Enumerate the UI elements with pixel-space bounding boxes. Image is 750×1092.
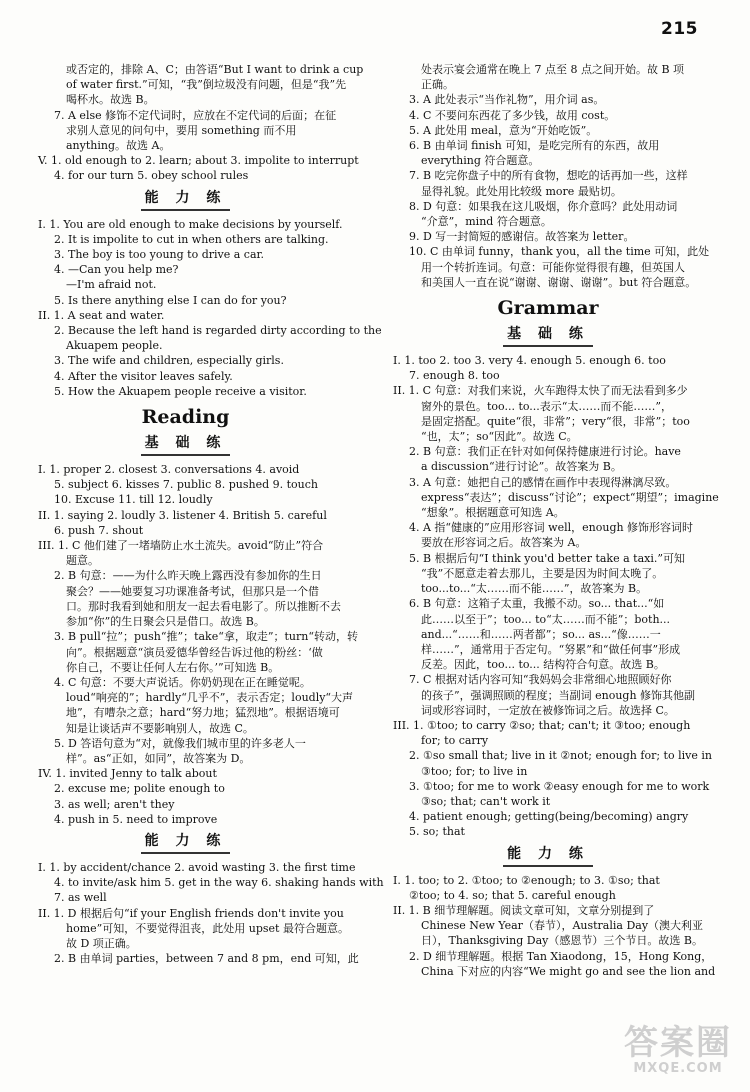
answer-line: China 下对应的内容“We might go and see the lion and xyxy=(421,964,716,978)
answer-line: 题意。 xyxy=(66,554,99,568)
answer-line: 4. A 指“健康的”应用形容词 well，enough 修饰形容词时 xyxy=(409,521,694,535)
answer-line: 词或形容词时，一定放在被修饰词之后。故选择 C。 xyxy=(421,703,675,717)
answer-line: 2. B 句意：我们正在针对如何保持健康进行讨论。have xyxy=(409,445,681,459)
answer-line: V. 1. old enough to 2. learn; about 3. impolite to interrupt xyxy=(38,154,359,168)
answer-line: loud“响亮的”；hardly“几乎不”，表示否定；loudly“大声 xyxy=(66,691,354,705)
answer-line: 参加“你”的生日聚会只是借口。故选 B。 xyxy=(66,615,265,629)
answer-line: 反差。因此，too... to... 结构符合句意。故选 B。 xyxy=(421,658,665,672)
answer-line: IV. 1. invited Jenny to talk about xyxy=(38,767,217,781)
answer-line: 地”，有嘈杂之意；hard“努力地；猛烈地”。根据语境可 xyxy=(66,706,340,720)
answer-line: 聚会？——她要复习功课准备考试，但那只是一个借 xyxy=(66,584,319,598)
answer-line: 5. A 此处用 meal，意为“开始吃饭”。 xyxy=(409,123,598,137)
answer-line: 3. ①too; for me to work ②easy enough for me to work xyxy=(409,779,710,793)
answer-line: 样”。as“正如，如同”，故答案为 D。 xyxy=(66,751,251,765)
answer-line: 此……以至于”；too... to“太……而不能”；both... xyxy=(421,612,671,626)
answer-line: 知是让谈话声不要影响别人，故选 C。 xyxy=(66,721,254,735)
answer-line: 求别人意见的问句中，要用 something 而不用 xyxy=(66,123,297,137)
answer-line: for; to carry xyxy=(421,734,489,748)
section-title: Reading xyxy=(141,406,230,429)
answer-line: anything。故选 A。 xyxy=(66,139,171,153)
answer-line: 显得礼貌。此处用比较级 more 最贴切。 xyxy=(421,184,622,198)
answer-line: 3. The wife and children, especially girls. xyxy=(54,354,284,368)
answer-line: II. 1. C 句意：对我们来说，火车跑得太快了而无法看到多少 xyxy=(393,384,688,398)
answer-line: “也，太”；so“因此”。故选 C。 xyxy=(421,430,578,444)
subsection-title xyxy=(393,324,703,347)
answer-line: 4. C 句意：不要大声说话。你奶奶现在正在睡觉呢。 xyxy=(54,675,311,689)
answer-line: 4. C 不要问东西花了多少钱，故用 cost。 xyxy=(409,108,616,122)
subsection-title-text: 能 力 练 xyxy=(141,831,231,854)
answer-line: 日），Thanksgiving Day（感恩节）三个节日。故选 B。 xyxy=(421,934,703,948)
answer-line: 窗外的景色。too... to...表示“太……而不能……”， xyxy=(421,399,673,413)
page-number: 215 xyxy=(661,19,698,39)
answer-line: —I'm afraid not. xyxy=(66,278,157,292)
answer-line: 7. enough 8. too xyxy=(409,369,500,383)
answer-line: 你自己，不要让任何人左右你。’”可知选 B。 xyxy=(66,660,280,674)
answer-line: 3. B pull“拉”；push“推”；take“拿，取走”；turn“转动，转 xyxy=(54,630,358,644)
answer-line: II. 1. saying 2. loudly 3. listener 4. British 5. careful xyxy=(38,508,327,522)
answer-line: 2. excuse me; polite enough to xyxy=(54,782,225,796)
subsection-title xyxy=(38,188,333,211)
answer-line: 2. B 由单词 parties，between 7 and 8 pm，end 可知，此 xyxy=(54,952,359,966)
answer-line: 和美国人一直在说“谢谢、谢谢、谢谢”。but 符合题意。 xyxy=(421,275,697,289)
answer-line: 样……”，通常用于否定句。“努累”和“做任何事”形成 xyxy=(421,642,681,656)
answer-line: 4. to invite/ask him 5. get in the way 6. shaking hands with xyxy=(54,876,384,890)
answer-line: I. 1. too 2. too 3. very 4. enough 5. enough 6. too xyxy=(393,354,666,368)
watermark-logo xyxy=(624,1022,732,1076)
answer-line: 6. B 句意：这箱子太重，我搬不动。so... that...“如 xyxy=(409,597,665,611)
subsection-title-text: 基 础 练 xyxy=(141,433,231,456)
left-column xyxy=(38,62,384,966)
answer-line: I. 1. by accident/chance 2. avoid wasting 3. the first time xyxy=(38,860,356,874)
answer-line: of water first.”可知，“我”倒垃圾没有问题，但是“我”先 xyxy=(66,78,347,92)
answer-line: II. 1. A seat and water. xyxy=(38,308,165,322)
answer-line: 用一个转折连词。句意：可能你觉得很有趣，但英国人 xyxy=(421,260,685,274)
answer-line: III. 1. C 他们建了一堵墙防止水土流失。avoid“防止”符合 xyxy=(38,539,324,553)
answer-line: 2. ①so small that; live in it ②not; enough for; to live in xyxy=(409,749,712,763)
answer-line: 7. B 吃完你盘子中的所有食物，想吃的话再加一些，这样 xyxy=(409,169,688,183)
answer-line: 2. B 句意：——为什么昨天晚上露西没有参加你的生日 xyxy=(54,569,322,583)
answer-line: 口。那时我看到她和朋友一起去看电影了。所以推断不去 xyxy=(66,599,341,613)
answer-line: 7. as well xyxy=(54,891,107,905)
section-title: Grammar xyxy=(497,297,599,320)
subsection-title-text: 基 础 练 xyxy=(503,324,593,347)
answer-line: 要放在形容词之后。故答案为 A。 xyxy=(421,536,587,550)
answer-line: 2. D 细节理解题。根据 Tan Xiaodong，15，Hong Kong， xyxy=(409,949,713,963)
answer-line: Akuapem people. xyxy=(66,339,163,353)
answer-line: “介意”，mind 符合题意。 xyxy=(421,215,552,229)
answer-line: I. 1. proper 2. closest 3. conversations 4. avoid xyxy=(38,463,300,477)
answer-line: I. 1. You are old enough to make decisions by yourself. xyxy=(38,217,343,231)
watermark-text: 答案圈 xyxy=(624,1022,732,1063)
answer-line: I. 1. too; to 2. ①too; to ②enough; to 3. ①so; that xyxy=(393,873,660,887)
answer-line: 8. D 句意：如果我在这儿吸烟，你介意吗？此处用动词 xyxy=(409,199,678,213)
answer-line: 5. subject 6. kisses 7. public 8. pushed 9. touch xyxy=(54,478,318,492)
answer-line: 9. D 写一封简短的感谢信。故答案为 letter。 xyxy=(409,230,635,244)
answer-line: 喝杯水。故选 B。 xyxy=(66,93,155,107)
answer-line: 7. C 根据对话内容可知“我妈妈会非常细心地照顾好你 xyxy=(409,673,672,687)
answer-line: express“表达”；discuss“讨论”；expect“期望”；imagine xyxy=(421,490,719,504)
answer-line: 2. Because the left hand is regarded dirty according to the xyxy=(54,324,382,338)
answer-line: 3. The boy is too young to drive a car. xyxy=(54,248,265,262)
answer-line: 4. push in 5. need to improve xyxy=(54,812,218,826)
answer-line: a discussion“进行讨论”。故答案为 B。 xyxy=(421,460,622,474)
answer-line: 是固定搭配。quite“很，非常”；very“很，非常”；too xyxy=(421,414,690,428)
answer-line: 6. push 7. shout xyxy=(54,523,144,537)
subsection-title xyxy=(38,831,333,854)
answer-line: 2. It is impolite to cut in when others are talking. xyxy=(54,232,329,246)
answer-line: 5. B 根据后句“I think you'd better take a taxi.”可知 xyxy=(409,551,685,565)
answer-line: 正确。 xyxy=(421,78,454,92)
subsection-title xyxy=(38,433,333,456)
subsection-title xyxy=(393,844,703,867)
answer-line: 的孩子”，强调照顾的程度；当副词 enough 修饰其他副 xyxy=(421,688,696,702)
answer-line: 6. B 由单词 finish 可知，是吃完所有的东西，故用 xyxy=(409,139,660,153)
right-column xyxy=(393,62,719,979)
answer-line: 10. C 由单词 funny，thank you，all the time 可知，此处 xyxy=(409,245,710,259)
answer-line: too...to...“太……而不能……”，故答案为 B。 xyxy=(421,582,648,596)
answer-line: “想象”。根据题意可知选 A。 xyxy=(421,506,565,520)
subsection-title-text: 能 力 练 xyxy=(141,188,231,211)
answer-line: 或否定的，排除 A、C；由答语“But I want to drink a cup xyxy=(66,63,364,76)
answer-line: II. 1. B 细节理解题。阅读文章可知，文章分别提到了 xyxy=(393,903,655,917)
answer-line: 4. patient enough; getting(being/becoming) angry xyxy=(409,810,689,824)
answer-line: “我”不愿意走着去那儿，主要是因为时间太晚了。 xyxy=(421,566,664,580)
answer-line: 3. A 句意：她把自己的感情在画作中表现得淋漓尽致。 xyxy=(409,475,677,489)
answer-line: ③too; for; to live in xyxy=(421,764,528,778)
subsection-title-text: 能 力 练 xyxy=(503,844,593,867)
answer-line: 故 D 项正确。 xyxy=(66,936,137,950)
answer-line: 4. for our turn 5. obey school rules xyxy=(54,169,249,183)
answer-line: everything 符合题意。 xyxy=(421,154,540,168)
answer-line: ②too; to 4. so; that 5. careful enough xyxy=(409,888,616,902)
answer-line: 处表示宴会通常在晚上 7 点至 8 点之间开始。故 B 项 xyxy=(421,63,685,76)
watermark-url: MXQE.COM xyxy=(633,1060,723,1076)
answer-line: III. 1. ①too; to carry ②so; that; can't; it ③too; enough xyxy=(393,718,691,732)
answer-line: Chinese New Year（春节），Australia Day（澳大利亚 xyxy=(421,919,704,933)
answer-line: 3. as well; aren't they xyxy=(54,797,175,811)
answer-line: 7. A else 修饰不定代词时，应放在不定代词的后面；在征 xyxy=(54,108,337,122)
answer-line: 4. After the visitor leaves safely. xyxy=(54,369,233,383)
answer-line: 5. Is there anything else I can do for you? xyxy=(54,293,287,307)
answer-line: 5. D 答语句意为“对，就像我们城市里的许多老人一 xyxy=(54,736,306,750)
answer-line: 5. How the Akuapem people receive a visitor. xyxy=(54,384,307,398)
answer-line: and...“……和……两者都”；so... as...“像……一 xyxy=(421,627,661,641)
answer-line: ③so; that; can't work it xyxy=(421,794,551,808)
answer-line: 4. —Can you help me? xyxy=(54,263,179,277)
answer-line: 3. A 此处表示“当作礼物”，用介词 as。 xyxy=(409,93,605,107)
answer-line: 向”。根据题意“演员爱德华曾经告诉过他的粉丝：‘做 xyxy=(66,645,323,659)
answer-line: 10. Excuse 11. till 12. loudly xyxy=(54,493,213,507)
answer-line: home”可知，不要觉得沮丧，此处用 upset 最符合题意。 xyxy=(66,921,349,935)
answer-line: 5. so; that xyxy=(409,825,465,839)
answer-line: II. 1. D 根据后句“if your English friends don't invite you xyxy=(38,906,344,920)
